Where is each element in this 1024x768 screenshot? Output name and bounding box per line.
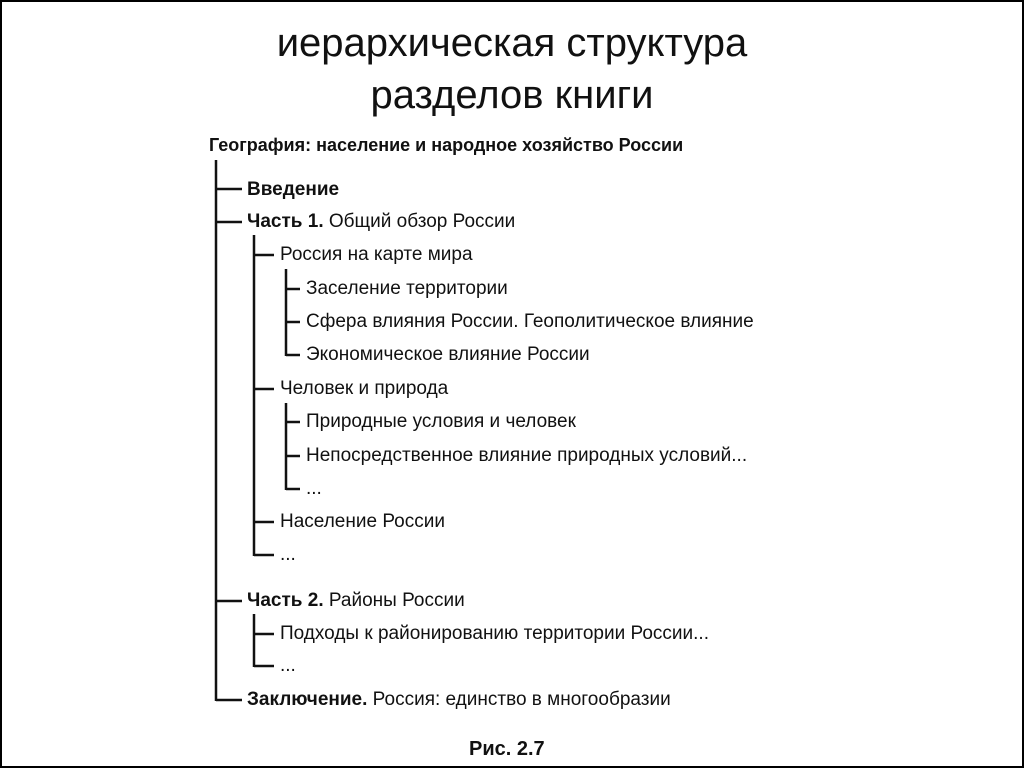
tree-connectors	[2, 2, 1022, 766]
node-ellipsis: ...	[280, 655, 296, 676]
part-1-text: Общий обзор России	[323, 211, 516, 232]
node-direct-influence: Непосредственное влияние природных условий...	[306, 445, 748, 466]
tree-root: География: население и народное хозяйство России	[209, 135, 684, 155]
node-natural-conditions: Природные условия и человек	[306, 411, 576, 432]
node-part-1	[247, 212, 515, 231]
node-conclusion	[247, 690, 671, 709]
node-introduction: Введение	[247, 179, 340, 200]
part-2-text: Районы России	[323, 590, 465, 611]
part-2-prefix: Часть 2.	[247, 590, 324, 611]
node-population-of-russia: Население России	[280, 511, 445, 532]
conclusion-text: Россия: единство в многообразии	[367, 689, 671, 710]
node-russia-on-world-map: Россия на карте мира	[280, 244, 473, 265]
slide-title-line-1: иерархическая структура	[276, 21, 748, 65]
node-sphere-of-influence: Сфера влияния России. Геополитическое влияние	[306, 311, 754, 332]
slide-title-line-2: разделов книги	[370, 73, 654, 117]
node-ellipsis: ...	[280, 544, 296, 565]
node-man-and-nature: Человек и природа	[280, 378, 449, 399]
part-1-prefix: Часть 1.	[247, 211, 324, 232]
node-settlement-of-territory: Заселение территории	[306, 278, 508, 299]
node-part-2	[247, 591, 465, 610]
node-economic-influence: Экономическое влияние России	[306, 344, 590, 365]
figure-caption: Рис. 2.7	[469, 738, 545, 760]
node-ellipsis: ...	[306, 478, 322, 499]
node-regionalization-approaches: Подходы к районированию территории России...	[280, 623, 709, 644]
conclusion-prefix: Заключение.	[247, 689, 368, 710]
